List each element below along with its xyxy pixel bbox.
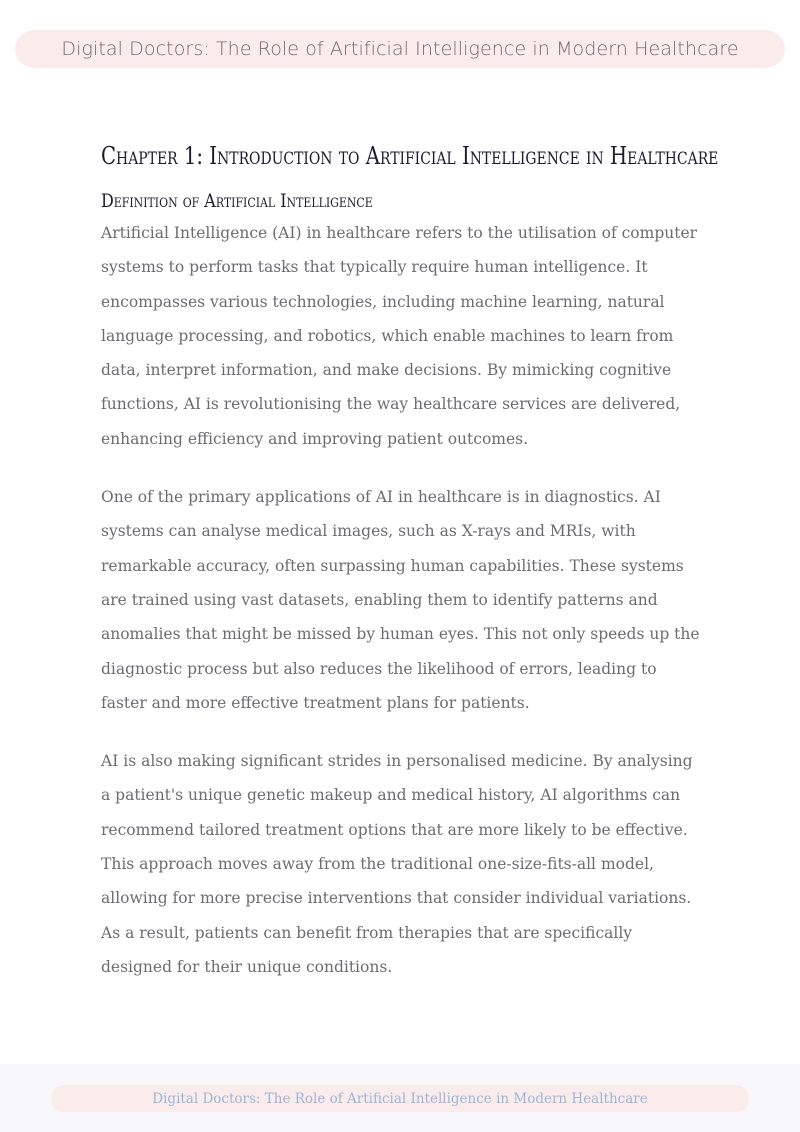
footer-bar	[51, 1085, 749, 1112]
body-paragraph: Artificial Intelligence (AI) in healthcare refers to the utilisation of computer systems to perform tasks that typically require human intelligence. It encompasses various technologies, including machine learning, natural language processing, and robotics, which enable machines to learn from data, interpret information, and make decisions. By mimicking cognitive functions, AI is revolutionising the way healthcare services are delivered, enhancing efficiency and improving patient outcomes.	[101, 224, 698, 448]
section-title: Definition of Artificial Intelligence	[101, 190, 373, 212]
page-content	[101, 138, 719, 1008]
page-header	[15, 30, 785, 68]
header-title: Digital Doctors: The Role of Artificial Intelligence in Modern Healthcare	[61, 38, 739, 60]
body-paragraph: AI is also making significant strides in personalised medicine. By analysing a patient's unique genetic makeup and medical history, AI algorithms can recommend tailored treatment options that are more likely to be effective. This approach moves away from the traditional one-size-fits-all model, allowing for more precise interventions that consider individual variations. As a result, patients can benefit from therapies that are specifically designed for their unique conditions.	[101, 752, 693, 976]
body-paragraph: One of the primary applications of AI in healthcare is in diagnostics. AI systems can analyse medical images, such as X-rays and MRIs, with remarkable accuracy, often surpassing human capabilities. These systems are trained using vast datasets, enabling them to identify patterns and anomalies that might be missed by human eyes. This not only speeds up the diagnostic process but also reduces the likelihood of errors, leading to faster and more effective treatment plans for patients.	[101, 488, 700, 712]
chapter-title: Chapter 1: Introduction to Artificial Intelligence in Healthcare	[101, 142, 719, 170]
footer-title: Digital Doctors: The Role of Artificial Intelligence in Modern Healthcare	[152, 1090, 648, 1107]
